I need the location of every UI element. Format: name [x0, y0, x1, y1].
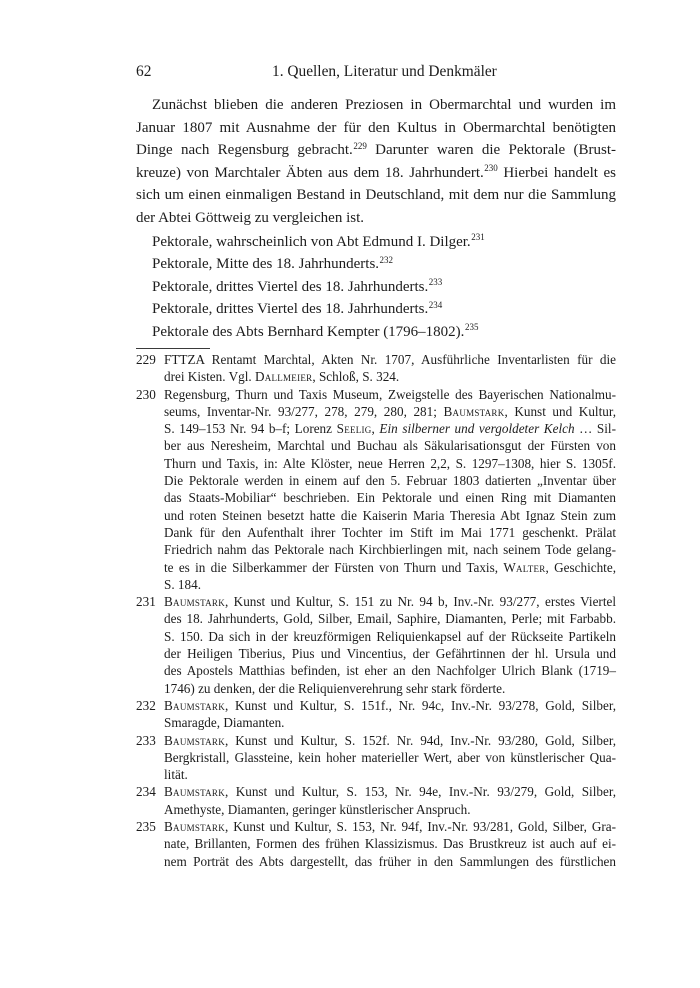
running-title: 1. Quellen, Literatur und Denkmäler	[272, 63, 497, 80]
list-item	[152, 298, 616, 320]
text-run: der Abtei Göttweig zu vergleichen ist.	[136, 209, 364, 226]
footnote-line	[164, 403, 616, 420]
text-run: ,	[371, 421, 380, 437]
footnote-line	[164, 610, 616, 627]
text-run: kreuze) von Marchtaler Äbten aus dem 18. Jahrhundert.	[136, 164, 484, 181]
text-run: und roten Steinen besetzt hatte die Kaiserin Maria Theresia Abt Ignaz Stein zum	[164, 507, 616, 523]
text-run: , Kunst und Kultur, S. 153, Nr. 94f, Inv.-Nr. 93/281, Gold, Silber, Gra-	[224, 819, 616, 835]
footnote-line	[164, 541, 616, 558]
text-run: , Kunst und Kultur,	[504, 403, 616, 419]
body-line	[136, 207, 616, 230]
footnote-line	[164, 783, 616, 800]
footnote-line	[164, 368, 616, 385]
author-name: Baumstark	[164, 732, 225, 748]
text-run: Amethyste, Diamanten, geringer künstlerischer Anspruch.	[164, 801, 471, 817]
page-number: 62	[136, 63, 152, 80]
footnote-number: 229	[136, 352, 156, 367]
text-run: Pektorale, wahrscheinlich von Abt Edmund I. Dilger.	[152, 234, 471, 250]
footnote-line	[164, 697, 616, 714]
footnote-number: 234	[136, 784, 156, 800]
author-name: Baumstark	[164, 594, 225, 610]
footnotes	[136, 351, 616, 870]
text-run: nate, Brillanten, Formen des frühen Klassizismus. Das Brustkreuz ist auch auf ei-	[164, 836, 616, 852]
footnote-line	[164, 732, 616, 749]
text-run: Pektorale, drittes Viertel des 18. Jahrhunderts.	[152, 301, 429, 318]
footnote-line	[164, 455, 616, 472]
text-run: Januar 1807 mit Ausnahme der für den Kultus in Obermarchtal benötigten	[136, 119, 616, 136]
footnote	[136, 697, 616, 732]
text-run: Pektorale, Mitte des 18. Jahrhunderts.	[152, 256, 380, 273]
footnote-line	[164, 818, 616, 835]
footnote-reference: 233	[428, 277, 443, 288]
text-run: das Staats-Mobiliar“ beschrieben. Ein Pektorale und einen Ring mit Diamanten	[164, 490, 616, 506]
text-run: … Sil-	[574, 421, 616, 437]
text-run: Darunter waren die Pektorale (Brust-	[366, 142, 616, 159]
body-line	[136, 94, 616, 117]
author-name: Walter	[503, 559, 546, 575]
author-name: Baumstark	[164, 819, 225, 835]
footnote-number: 232	[136, 697, 156, 713]
text-run: Pektorale des Abts Bernhard Kempter (1796–1802).	[152, 323, 465, 340]
body-line	[136, 162, 616, 185]
text-run: drei Kisten. Vgl.	[164, 369, 255, 385]
footnote	[136, 386, 616, 594]
footnote-reference: 229	[353, 140, 367, 151]
footnote-line	[164, 593, 616, 610]
italic-title: Ein silberner und vergoldeter Kelch	[379, 421, 575, 437]
text-run: S. 184.	[164, 576, 202, 592]
footnote-line	[164, 680, 616, 697]
text-run: sich um einen einmaligen Bestand in Deutschland, mit dem nur die Sammlung	[136, 187, 616, 204]
body-line	[136, 184, 616, 207]
footnote-reference: 230	[484, 163, 498, 174]
body-line	[136, 117, 616, 140]
text-run: , Geschichte,	[545, 559, 616, 575]
footnote-line	[164, 576, 616, 593]
footnote-line	[164, 628, 616, 645]
footnote-reference: 231	[471, 232, 485, 243]
text-run: te es in die Silberkammer der Fürsten von Thurn und Taxis,	[164, 559, 504, 575]
text-run: Die Pektorale werden in einem auf den 5. Februar 1803 datierten „Inventar über	[164, 473, 616, 489]
footnote	[136, 351, 616, 386]
footnote-line	[164, 386, 616, 403]
author-name: Dallmeier	[254, 369, 313, 385]
list-item	[152, 321, 616, 343]
list-item	[152, 253, 616, 275]
footnote-line	[164, 489, 616, 506]
text-run: , Kunst und Kultur, S. 151f., Nr. 94c, Inv.-Nr. 93/278, Gold, Silber,	[224, 697, 616, 713]
text-run: lität.	[164, 767, 188, 783]
text-run: Dank für den Aufenthalt ihrer Tochter im Stift im Mai 1771 geschenkt. Prälat	[164, 524, 616, 540]
text-run: , Kunst und Kultur, S. 152f. Nr. 94d, Inv.-Nr. 93/280, Gold, Silber,	[224, 732, 616, 748]
text-run: Friedrich nahm das Pektorale nach Kirchbierlingen mit, nach seinem Tode gelang-	[164, 542, 616, 558]
text-run: nem Porträt des Abts dargestellt, das früher in den Sammlungen des fürstlichen	[164, 853, 616, 869]
footnote-line	[164, 801, 616, 818]
text-run: ber aus Neresheim, Marchtal und Buchau als Säkularisationsgut der Fürsten von	[164, 438, 616, 454]
text-run: 1746) zu denken, der die Reliquienverehrung sehr stark förderte.	[164, 680, 506, 696]
footnote-line	[164, 662, 616, 679]
footnote-line	[164, 645, 616, 662]
author-name: Baumstark	[164, 784, 225, 800]
text-run: S. 149–153 Nr. 94 b–f; Lorenz	[164, 421, 337, 437]
text-run: Regensburg, Thurn und Taxis Museum, Zweigstelle des Bayerischen Nationalmu-	[164, 386, 616, 402]
footnote-number: 230	[136, 386, 156, 402]
text-run: , Schloß, S. 324.	[312, 369, 400, 385]
footnote-line	[164, 507, 616, 524]
footnote-number: 231	[136, 594, 156, 610]
text-run: FTTZA Rentamt Marchtal, Akten Nr. 1707, Ausführliche Inventarlisten für die	[164, 352, 616, 367]
footnote-line	[164, 524, 616, 541]
author-name: Baumstark	[164, 697, 225, 713]
footnote-line	[164, 766, 616, 783]
footnote-line	[164, 749, 616, 766]
text-run: seums, Inventar-Nr. 93/277, 278, 279, 280, 281;	[164, 403, 444, 419]
running-header	[136, 62, 616, 82]
footnote-reference: 234	[428, 299, 443, 310]
author-name: Baumstark	[443, 403, 505, 419]
footnote-line	[164, 437, 616, 454]
footnote-line	[164, 714, 616, 731]
footnote-number: 233	[136, 732, 156, 748]
footnote-line	[164, 351, 616, 368]
footnote	[136, 783, 616, 818]
body-paragraph	[136, 94, 616, 230]
footnote-line	[164, 420, 616, 437]
text-run: Bergkristall, Glassteine, kein hoher materieller Wert, aber von künstlerischer Qua-	[164, 749, 616, 765]
body-line	[136, 139, 616, 162]
text-run: des Apostels Matthias befinden, ist eher an den Nachfolger Ulrich Blank (1719–	[164, 663, 616, 679]
footnote-reference: 235	[464, 322, 479, 333]
footnote-reference: 232	[379, 254, 394, 265]
text-run: S. 150. Da sich in der kreuzförmigen Reliquienkapsel auf der Rückseite Partikeln	[164, 628, 616, 644]
footnote	[136, 818, 616, 870]
text-run: Dinge nach Regensburg gebracht.	[136, 142, 353, 159]
text-run: Zunächst blieben die anderen Preziosen in Obermarchtal und wurden im	[152, 97, 616, 113]
text-run: der Heiligen Tiberius, Pius und Vincentius, der Gefährtinnen der hl. Ursula und	[164, 646, 616, 662]
text-run: , Kunst und Kultur, S. 151 zu Nr. 94 b, Inv.-Nr. 93/277, erstes Viertel	[224, 594, 616, 610]
list-item	[152, 231, 616, 253]
text-run: Smaragde, Diamanten.	[164, 715, 285, 731]
pectoral-list	[152, 231, 616, 343]
footnote-separator	[136, 348, 210, 349]
footnote-line	[164, 472, 616, 489]
text-run: Hierbei handelt es	[497, 164, 617, 181]
list-item	[152, 276, 616, 298]
footnote	[136, 593, 616, 697]
footnote-line	[164, 853, 616, 870]
footnote	[136, 732, 616, 784]
text-run: Pektorale, drittes Viertel des 18. Jahrhunderts.	[152, 278, 429, 295]
footnote-line	[164, 559, 616, 576]
text-run: , Kunst und Kultur, S. 153, Nr. 94e, Inv.-Nr. 93/279, Gold, Silber,	[224, 784, 616, 800]
author-name: Seelig	[336, 421, 372, 437]
text-run: Thurn und Taxis, in: Alte Klöster, neue Herren 2,2, S. 1297–1308, hier S. 1305f.	[164, 455, 616, 471]
footnote-number: 235	[136, 819, 156, 835]
text-run: des 18. Jahrhunderts, Gold, Silber, Email, Saphire, Diamanten, Perle; mit Farbabb.	[164, 611, 616, 627]
footnote-line	[164, 835, 616, 852]
